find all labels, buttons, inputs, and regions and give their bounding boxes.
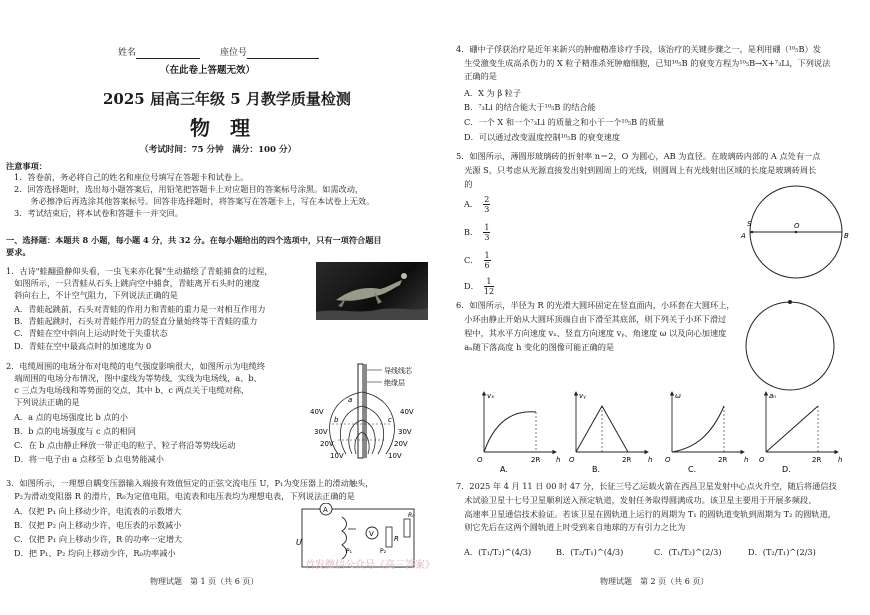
point-b-label: B bbox=[844, 232, 849, 240]
q3-option-b: B．仅把 P₂ 向上移动少许，电压表的示数减小 bbox=[14, 520, 182, 530]
glass-disc-figure bbox=[740, 182, 852, 282]
q6-stem: 6．如图所示，半径为 R 的光滑大圆环固定在竖直面内，小环套在大圆环上， bbox=[456, 300, 735, 310]
q2-option-c: C．在 b 点由静止释放一带正电的粒子，粒子将沿等势线运动 bbox=[14, 440, 236, 450]
svg-text:aₙ: aₙ bbox=[769, 392, 777, 400]
q1-stem: 斜向右上，不计空气阻力，下列说法正确的是 bbox=[6, 290, 178, 300]
name-label: 姓名 bbox=[118, 48, 137, 58]
q6-graphs bbox=[476, 388, 856, 476]
svg-text:2R: 2R bbox=[718, 456, 728, 464]
q1-stem: 1．古诗"蛙翻蛩静仰头看，一虫飞来亦化餐"生动描绘了青蛙捕食的过程， bbox=[6, 266, 273, 276]
exam-title: 2025 届高三年级 5 月教学质量检测 bbox=[103, 90, 351, 108]
seat-label: 座位号 bbox=[220, 48, 248, 58]
section-heading: 一、选择题：本题共 8 小题，每小题 4 分，共 32 分。在每小题给出的四个选项中，只有一项符合题目 bbox=[6, 235, 382, 245]
potential-label: 10V bbox=[330, 452, 344, 460]
graph-d bbox=[759, 392, 842, 474]
q7-option-d: D．(T₂/T₁)^(2/3) bbox=[748, 547, 816, 557]
potential-label: 10V bbox=[388, 452, 402, 460]
q7-stem: 7．2025 年 4 月 11 日 00 时 47 分，长征三号乙运载火箭在西昌卫星发射中心点火升空，随后将通信技 bbox=[456, 481, 837, 491]
svg-text:O: O bbox=[665, 456, 671, 464]
q7-option-a: A．(T₁/T₂)^(4/3) bbox=[464, 547, 532, 557]
q1-option-d: D．青蛙在空中最高点时的加速度为 0 bbox=[14, 341, 152, 351]
seat-blank bbox=[247, 49, 319, 59]
q7-option-c: C．(T₁/T₂)^(2/3) bbox=[654, 547, 722, 557]
center-o-label: O bbox=[794, 222, 800, 230]
time-info: （考试时间：75 分钟 满分：100 分） bbox=[140, 145, 297, 155]
q5-option-c: C． $\frac{1}{6}$ bbox=[464, 251, 490, 270]
q3-stem: P₂为滑动变阻器 R 的滑片，R₀为定值电阻，电流表和电压表均为理想电表，下列说法正确的是 bbox=[6, 491, 355, 501]
q5-stem: 的 bbox=[456, 179, 473, 189]
q1-option-c: C．青蛙在空中斜向上运动时处于失重状态 bbox=[14, 328, 168, 338]
q2-stem: c 三点为电场线和等势面的交点，其中 b、c 两点关于电缆对称， bbox=[6, 385, 250, 395]
svg-text:2R: 2R bbox=[531, 456, 541, 464]
svg-text:O: O bbox=[477, 456, 483, 464]
potential-label: 20V bbox=[320, 440, 334, 448]
point-label: b bbox=[334, 416, 339, 424]
slider-p2-label: P₂ bbox=[380, 548, 387, 555]
page-1-footer: 物理试题 第 1 页（共 6 页） bbox=[150, 577, 259, 586]
page-2 bbox=[440, 0, 870, 615]
note-line: 3．考试结束后，将本试卷和答题卡一并交回。 bbox=[14, 208, 183, 218]
note-line: 务必擦净后再选涂其他答案标号。回答非选择题时，将答案写在答题卡上，写在本试卷上无效。 bbox=[14, 196, 375, 206]
q4-stem: 生受激变生成高杀伤力的 X 粒子精准杀死肿瘤细胞，已知¹⁰₅B 的衰变方程为¹⁰₅B→X+⁷₃Li，下列说法 bbox=[456, 58, 831, 68]
q4-option-d: D．可以通过改变温度控制¹⁰₅B 的衰变速度 bbox=[464, 132, 621, 142]
source-label: U bbox=[296, 538, 302, 547]
name-blank bbox=[136, 49, 200, 59]
q5-stem: 光源 S，只考虑从光源直接发出射到圆周上的光线，则圆周上有光线射出区域的长度是玻璃砖周长 bbox=[456, 165, 817, 175]
q7-stem: 高速率卫星通信技术验证。若该卫星在圆轨道上运行的周期为 T₁ 的圆轨道变轨到周期为 T₂ 的圆轨道， bbox=[456, 509, 836, 519]
label-insulation: 绝缘层 bbox=[384, 379, 405, 387]
notes-heading: 注意事项： bbox=[6, 161, 47, 171]
frog-photo bbox=[316, 262, 428, 320]
potential-label: 30V bbox=[398, 428, 412, 436]
q4-option-b: B．⁷₃Li 的结合能大于¹⁰₅B 的结合能 bbox=[464, 102, 596, 112]
point-a-label: A bbox=[741, 232, 746, 240]
q5-stem: 5．如图所示，薄圆形玻璃砖的折射率 n＝2，O 为圆心，AB 为直径。在玻璃砖内部的 A 点处有一点 bbox=[456, 151, 821, 161]
watermark: 首发微信公众号《高三答案》 bbox=[305, 560, 435, 571]
svg-text:h: h bbox=[556, 456, 561, 464]
cable-field-figure bbox=[308, 362, 436, 462]
rheostat-label: R bbox=[394, 535, 399, 543]
svg-text:ω: ω bbox=[675, 392, 681, 400]
point-label: c bbox=[388, 416, 392, 424]
svg-text:2R: 2R bbox=[622, 456, 632, 464]
q7-stem: 术试验卫星十七号卫星顺利送入预定轨道，发射任务取得圆满成功。该卫星主要用于开展多频段、 bbox=[456, 495, 817, 505]
svg-text:A.: A. bbox=[500, 465, 508, 474]
svg-text:2R: 2R bbox=[812, 456, 822, 464]
potential-label: 30V bbox=[314, 428, 328, 436]
svg-text:B.: B. bbox=[592, 465, 601, 474]
q5-option-a: A． $\frac{2}{3}$ bbox=[464, 195, 490, 214]
q7-stem: 则它先后在这两个圆轨道上时受到来自地球的万有引力之比为 bbox=[456, 522, 686, 532]
q4-option-a: A．X 为 β 粒子 bbox=[464, 88, 522, 98]
q6-stem: 程中，其水平方向速度 vₓ、竖直方向速度 vᵧ、角速度 ω 以及向心加速度 bbox=[456, 328, 727, 338]
svg-text:h: h bbox=[744, 456, 749, 464]
svg-text:h: h bbox=[648, 456, 653, 464]
potential-label: 40V bbox=[310, 408, 324, 416]
resistor-label: R₀ bbox=[408, 512, 415, 519]
page-2-footer: 物理试题 第 2 页（共 6 页） bbox=[600, 577, 709, 586]
potential-label: 20V bbox=[394, 440, 408, 448]
q2-option-d: D．将一电子由 a 点移至 b 点电势能减小 bbox=[14, 454, 164, 464]
graph-c bbox=[665, 392, 748, 474]
svg-text:C.: C. bbox=[688, 465, 697, 474]
ammeter-label: A bbox=[323, 506, 328, 514]
q4-stem: 4．硼中子俘获治疗是近年来新兴的肿瘤精准诊疗手段，该治疗的关键步骤之一，是利用硼（¹⁰₅B）发 bbox=[456, 44, 821, 54]
q5-option-b: B． $\frac{1}{3}$ bbox=[464, 223, 490, 242]
name-field-row bbox=[118, 48, 319, 59]
q3-option-d: D．把 P₁、P₂ 均向上移动少许，R₀功率减小 bbox=[14, 548, 176, 558]
q3-option-a: A．仅把 P₁ 向上移动少许，电流表的示数增大 bbox=[14, 506, 182, 516]
potential-label: 40V bbox=[400, 408, 414, 416]
q2-option-b: B．b 点的电场强度与 c 点的相同 bbox=[14, 426, 136, 436]
invalid-note: （在此卷上答题无效） bbox=[160, 65, 256, 76]
slider-p1-label: P₁ bbox=[346, 548, 353, 555]
svg-text:h: h bbox=[838, 456, 843, 464]
q6-stem: aₙ随下落高度 h 变化的图像可能正确的是 bbox=[456, 342, 615, 352]
graph-b bbox=[569, 392, 652, 474]
q6-stem: 小环由静止开始从大圆环顶端自由下滑至其底部，则下列关于小环下滑过 bbox=[456, 314, 727, 324]
source-s-label: S bbox=[747, 220, 752, 228]
q2-stem: 下列说法正确的是 bbox=[6, 397, 80, 407]
q2-option-a: A．a 点的电场强度比 b 点的小 bbox=[14, 412, 128, 422]
svg-text:vᵧ: vᵧ bbox=[579, 392, 586, 400]
q1-option-b: B．青蛙起跳时，石头对青蛙作用力的竖直分量始终等于青蛙的重力 bbox=[14, 316, 258, 326]
q4-option-c: C．一个 X 和一个⁷₃Li 的质量之和小于一个¹⁰₅B 的质量 bbox=[464, 117, 665, 127]
q2-stem: 端周围的电场分布情况，图中虚线为等势线，实线为电场线，a、b、 bbox=[6, 373, 262, 383]
q3-option-c: C．仅把 P₁ 向上移动少许，R 的功率一定增大 bbox=[14, 534, 183, 544]
q5-option-d: D． $\frac{1}{12}$ bbox=[464, 277, 495, 296]
svg-text:D.: D. bbox=[782, 465, 791, 474]
q2-stem: 2．电缆周围的电场分布对电缆的电气强度影响很大，如图所示为电缆终 bbox=[6, 361, 266, 371]
voltmeter-label: V bbox=[369, 530, 374, 538]
svg-text:vₓ: vₓ bbox=[487, 392, 495, 400]
section-heading-cont: 要求。 bbox=[6, 247, 31, 257]
subject-title: 物 理 bbox=[190, 116, 250, 140]
graph-a bbox=[477, 392, 560, 474]
q3-stem: 3．如图所示，一理想自耦变压器输入端接有效值恒定的正弦交流电压 U，P₁为变压器上的滑动触头， bbox=[6, 478, 374, 488]
q7-option-b: B．(T₂/T₁)^(4/3) bbox=[556, 547, 624, 557]
ring-figure bbox=[740, 296, 840, 396]
label-conductor-core: 导线线芯 bbox=[384, 367, 412, 375]
q4-stem: 正确的是 bbox=[456, 71, 497, 81]
q1-stem: 如图所示，一只青蛙从石头上跳向空中捕食，青蛙离开石头时的速度 bbox=[6, 278, 260, 288]
note-line: 1．答卷前，务必将自己的姓名和座位号填写在答题卡和试卷上。 bbox=[14, 172, 249, 182]
note-line: 2．回答选择题时，选出每小题答案后，用铅笔把答题卡上对应题目的答案标号涂黑。如需改动， bbox=[14, 184, 364, 194]
q1-option-a: A．青蛙起跳前，石头对青蛙的作用力和青蛙的重力是一对相互作用力 bbox=[14, 304, 266, 314]
svg-text:O: O bbox=[569, 456, 575, 464]
svg-text:O: O bbox=[759, 456, 765, 464]
point-label: a bbox=[348, 396, 353, 404]
